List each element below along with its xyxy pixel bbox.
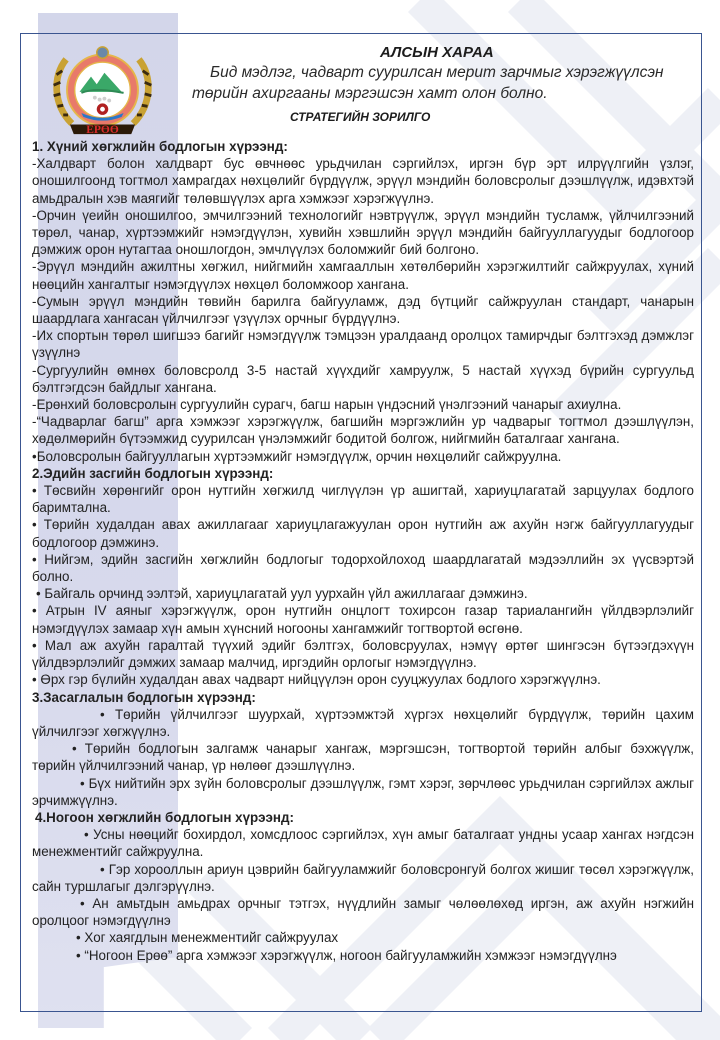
ereu-emblem-logo	[45, 40, 160, 140]
list-item: • Төрийн бодлогын залгамж чанарыг хангаж, мэргэшсэн, тогтвортой төрийн албыг бэхжүүлж, төрийн үйлчилгээний чанар, үр нөлөөг дээшлүүлнэ.	[32, 741, 694, 774]
list-item: • Төсвийн хөрөнгийг орон нутгийн хөгжилд чиглүүлэн үр ашигтай, хариуцлагатай зарцуулах бодлого баримтална.	[32, 483, 694, 516]
strategy-content	[32, 138, 694, 964]
list-item: -Халдварт болон халдварт бус өвчнөөс урьдчилан сэргийлэх, иргэн бүр эрт илрүүлгийн үзлэг, оношилгоонд тогтмол хамрагдах нөхцөлийг бүрдүүлж, эрүүл мэндийн боловсролыг дээшлүүлж, идэвхтэй амьдралын хэв маягийг төлөвшүүлэх арга хэмжээг хэрэгжүүлнэ.	[32, 156, 694, 206]
list-item: -Ерөнхий боловсролын сургуулийн сурагч, багш нарын үндэсний үнэлгээний чанарыг ахиулна.	[32, 397, 622, 413]
list-item: • Байгаль орчинд ээлтэй, хариуцлагатай уул уурхайн үйл ажиллагааг дэмжинэ.	[36, 586, 528, 602]
list-item: • Усны нөөцийг бохирдол, хомсдлоос сэргийлэх, хүн амыг баталгаат ундны усаар хангах нэгдсэн менежментийг сайжруулна.	[32, 827, 694, 860]
list-item: • Нийгэм, эдийн засгийн хөгжлийн бодлогыг тодорхойлоход шаардлагатай мэдээллийн эх үүсвэртэй болно.	[32, 551, 694, 585]
list-item: -“Чадварлаг багш” арга хэмжээг хэрэгжүүлж, багшийн мэргэжлийн ур чадварыг тогтмол дээшлүүлэн, хөдөлмөрийн бүтээмжид суурилсан үнэлэмжийг бодитой болгож, нийгмийн баталгааг хангана.	[32, 414, 694, 447]
list-item: • Төрийн худалдан авах ажиллагааг хариуцлагажуулан орон нутгийн аж ахуйн нэгж байгууллагуудыг бодлогоор дэмжинэ.	[32, 517, 694, 550]
section-heading-economy: 2.Эдийн засгийн бодлогын хүрээнд:	[32, 465, 274, 481]
list-item: -Сумын эрүүл мэндийн төвийн барилга байгууламж, дэд бүтцийг сайжруулан стандарт, чанарын шаардлага хангасан үйлчилгээг үзүүлэх орчныг бүрдүүлнэ.	[32, 293, 694, 327]
section-heading-green-development: 4.Ногоон хөгжлийн бодлогын хүрээнд:	[35, 809, 294, 825]
list-item: • Бүх нийтийн эрх зүйн боловсролыг дээшлүүлж, гэмт хэрэг, зөрчлөөс урьдчилан сэргийлэх ажлыг эрчимжүүлнэ.	[32, 775, 694, 808]
section-heading-human-development: 1. Хүний хөгжлийн бодлогын хүрээнд:	[32, 139, 288, 154]
strategy-title: СТРАТЕГИЙН ЗОРИЛГО	[290, 110, 431, 124]
list-item: • Гэр хорооллын ариун цэврийн байгууламжийг боловсронгуй болгох жишиг төсөл хэрэгжүүлж, сайн туршлагыг дэлгэрүүлнэ.	[32, 861, 694, 894]
list-item: -Орчин үеийн оношилгоо, эмчилгээний технологийг нэвтрүүлж, эрүүл мэндийн тусламж, үйлчилгээний төрөл, чанар, хүртээмжийг нэмэгдүүлэн, хувийн хэвшлийн эрүүл мэндийн байгууллагуудыг бодлогоор дэмжиж орон нутагтаа оношлогдон, эмчлүүлэх боломжийг бий болгоно.	[32, 207, 694, 258]
list-item: • Өрх гэр бүлийн худалдан авах чадварт нийцүүлэн орон сууцжуулах бодлого хэрэгжүүлнэ.	[32, 672, 601, 688]
list-item: • “Ногоон Ерөө” арга хэмжээг хэрэгжүүлж, ногоон байгууламжийн хэмжээг нэмэгдүүлнэ	[76, 947, 617, 963]
list-item: • Төрийн үйлчилгээг шуурхай, хүртээмжтэй хүргэх нөхцөлийг бүрдүүлж, төрийн цахим үйлчилгээг хөгжүүлнэ.	[32, 706, 694, 739]
vision-statement: Бид мэдлэг, чадварт суурилсан мерит зарчмыг хэрэгжүүлсэн төрийн ахиргааны мэргэшсэн хамт олон болно.	[192, 64, 664, 102]
list-item: • Атрын IV аяныг хэрэгжүүлж, орон нутгийн онцлогт тохирсон газар тариалангийн үйлдвэрлэлийг нэмэгдүүлэх замаар хүн амын хүнсний ногооны хангамжийг тогтвортой өсгөнө.	[32, 603, 694, 636]
vision-title: АЛСЫН ХАРАА	[380, 44, 494, 61]
section-heading-governance: 3.Засаглалын бодлогын хүрээнд:	[32, 689, 256, 705]
list-item: -Сургуулийн өмнөх боловсролд 3-5 настай хүүхдийг хамруулж, 5 настай хүүхэд бүрийн сургуульд бэлтгэгдсэн байдлыг хангана.	[32, 362, 694, 395]
logo-caption: ЕРӨӨ	[86, 124, 119, 137]
list-item: • Мал аж ахуйн гаралтай түүхий эдийг бэлтгэх, боловсруулах, нэмүү өртөг шингэсэн бүтээгдэхүүн үйлдвэрлэлийг дэмжих замаар малчид, иргэдийн орлогыг нэмэгдүүлнэ.	[32, 637, 694, 671]
list-item: • Ан амьтдын амьдрах орчныг тэтгэх, нүүдлийн замыг чөлөөлөхөд иргэн, аж ахуйн нэгжийн оролцоог нэмэгдүүлнэ	[32, 895, 694, 929]
list-item: -Их спортын төрөл шигшээ багийг нэмэгдүүлж тэмцээн уралдаанд оролцох тамирчдыг бэлтгэхэд дэмжлэг үзүүлнэ	[32, 328, 694, 361]
list-item: • Хог хаягдлын менежментийг сайжруулах	[76, 930, 339, 946]
list-item: •Боловсролын байгууллагын хүртээмжийг нэмэгдүүлж, орчин нөхцөлийг сайжруулна.	[32, 448, 562, 464]
list-item: -Эрүүл мэндийн ажилтны хөгжил, нийгмийн хамгааллын хөтөлбөрийн хэрэгжилтийг сайжруулах, хүний нөөцийн хангалтыг нэмэгдүүлэх нөхцөл боломжоор хангана.	[32, 259, 694, 292]
